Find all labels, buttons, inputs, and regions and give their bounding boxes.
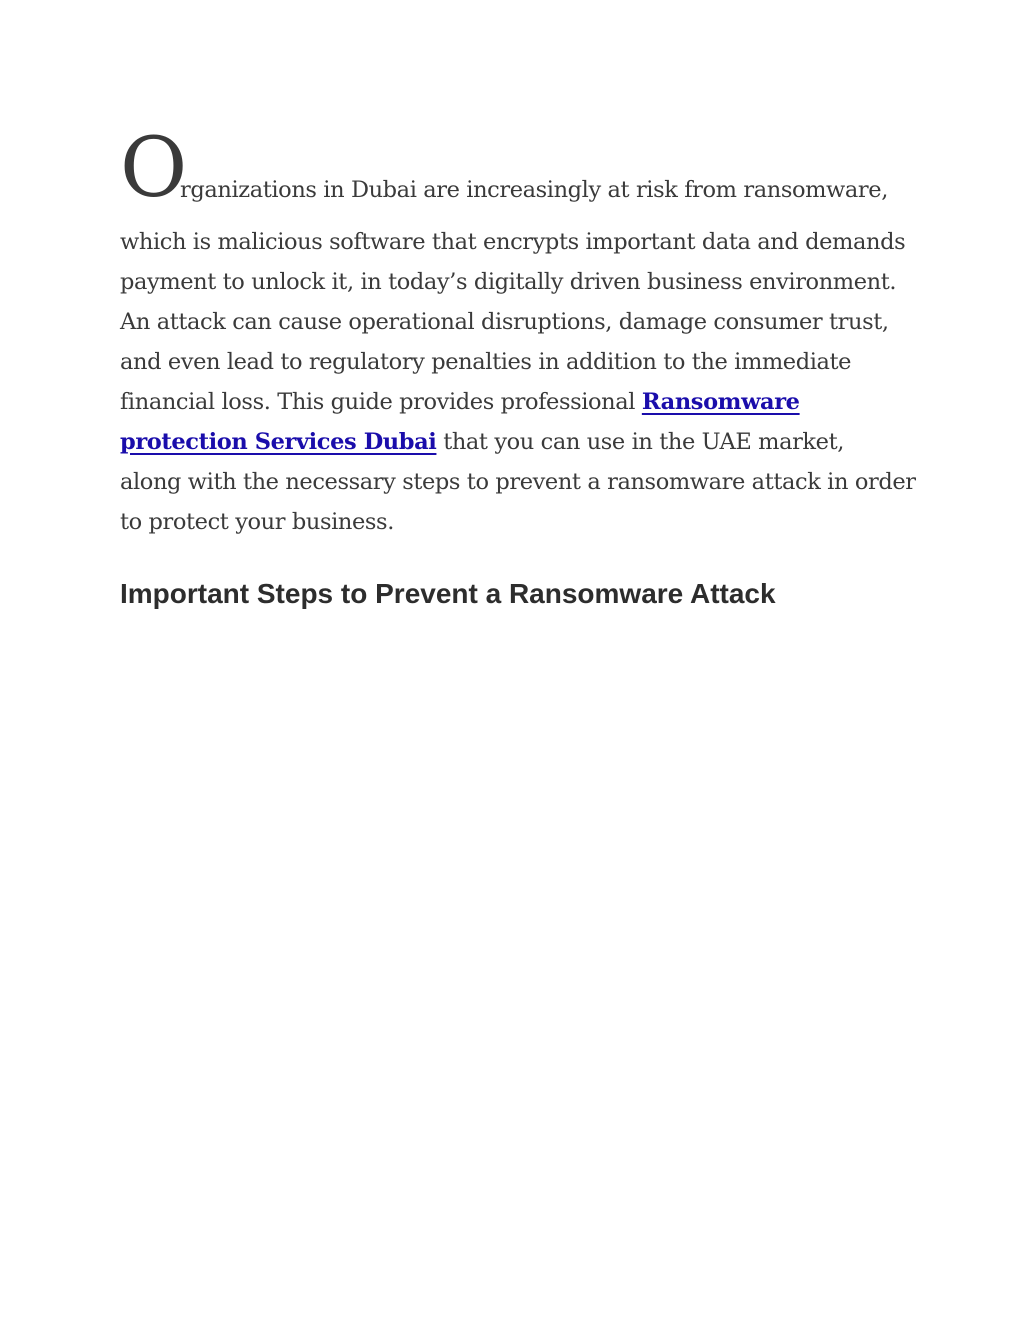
drop-cap: O — [120, 121, 188, 216]
intro-first-line — [120, 121, 910, 222]
intro-line-6 — [120, 382, 910, 422]
intro-line-5: and even lead to regulatory penalties in addition to the immediate — [120, 349, 852, 375]
ransomware-protection-link-part-1[interactable]: Ransomware — [641, 389, 800, 415]
intro-line-3: payment to unlock it, in today’s digitally driven business environment. — [120, 269, 897, 295]
intro-line-7 — [120, 422, 910, 462]
intro-line-9: to protect your business. — [120, 509, 394, 535]
intro-line-1: rganizations in Dubai are increasingly at risk from ransomware, — [180, 177, 888, 203]
article-body — [120, 121, 916, 609]
intro-paragraph — [120, 121, 916, 542]
intro-line-7-text: that you can use in the UAE market, — [436, 429, 844, 455]
intro-line-6-text: financial loss. This guide provides professional — [120, 389, 642, 415]
intro-line-8: along with the necessary steps to prevent a ransomware attack in order — [120, 469, 916, 495]
section-heading: Important Steps to Prevent a Ransomware Attack — [120, 578, 776, 609]
ransomware-protection-link-part-2[interactable]: protection Services Dubai — [120, 429, 437, 455]
intro-line-4: An attack can cause operational disruptions, damage consumer trust, — [120, 309, 889, 335]
intro-line-2: which is malicious software that encrypts important data and demands — [120, 229, 906, 255]
